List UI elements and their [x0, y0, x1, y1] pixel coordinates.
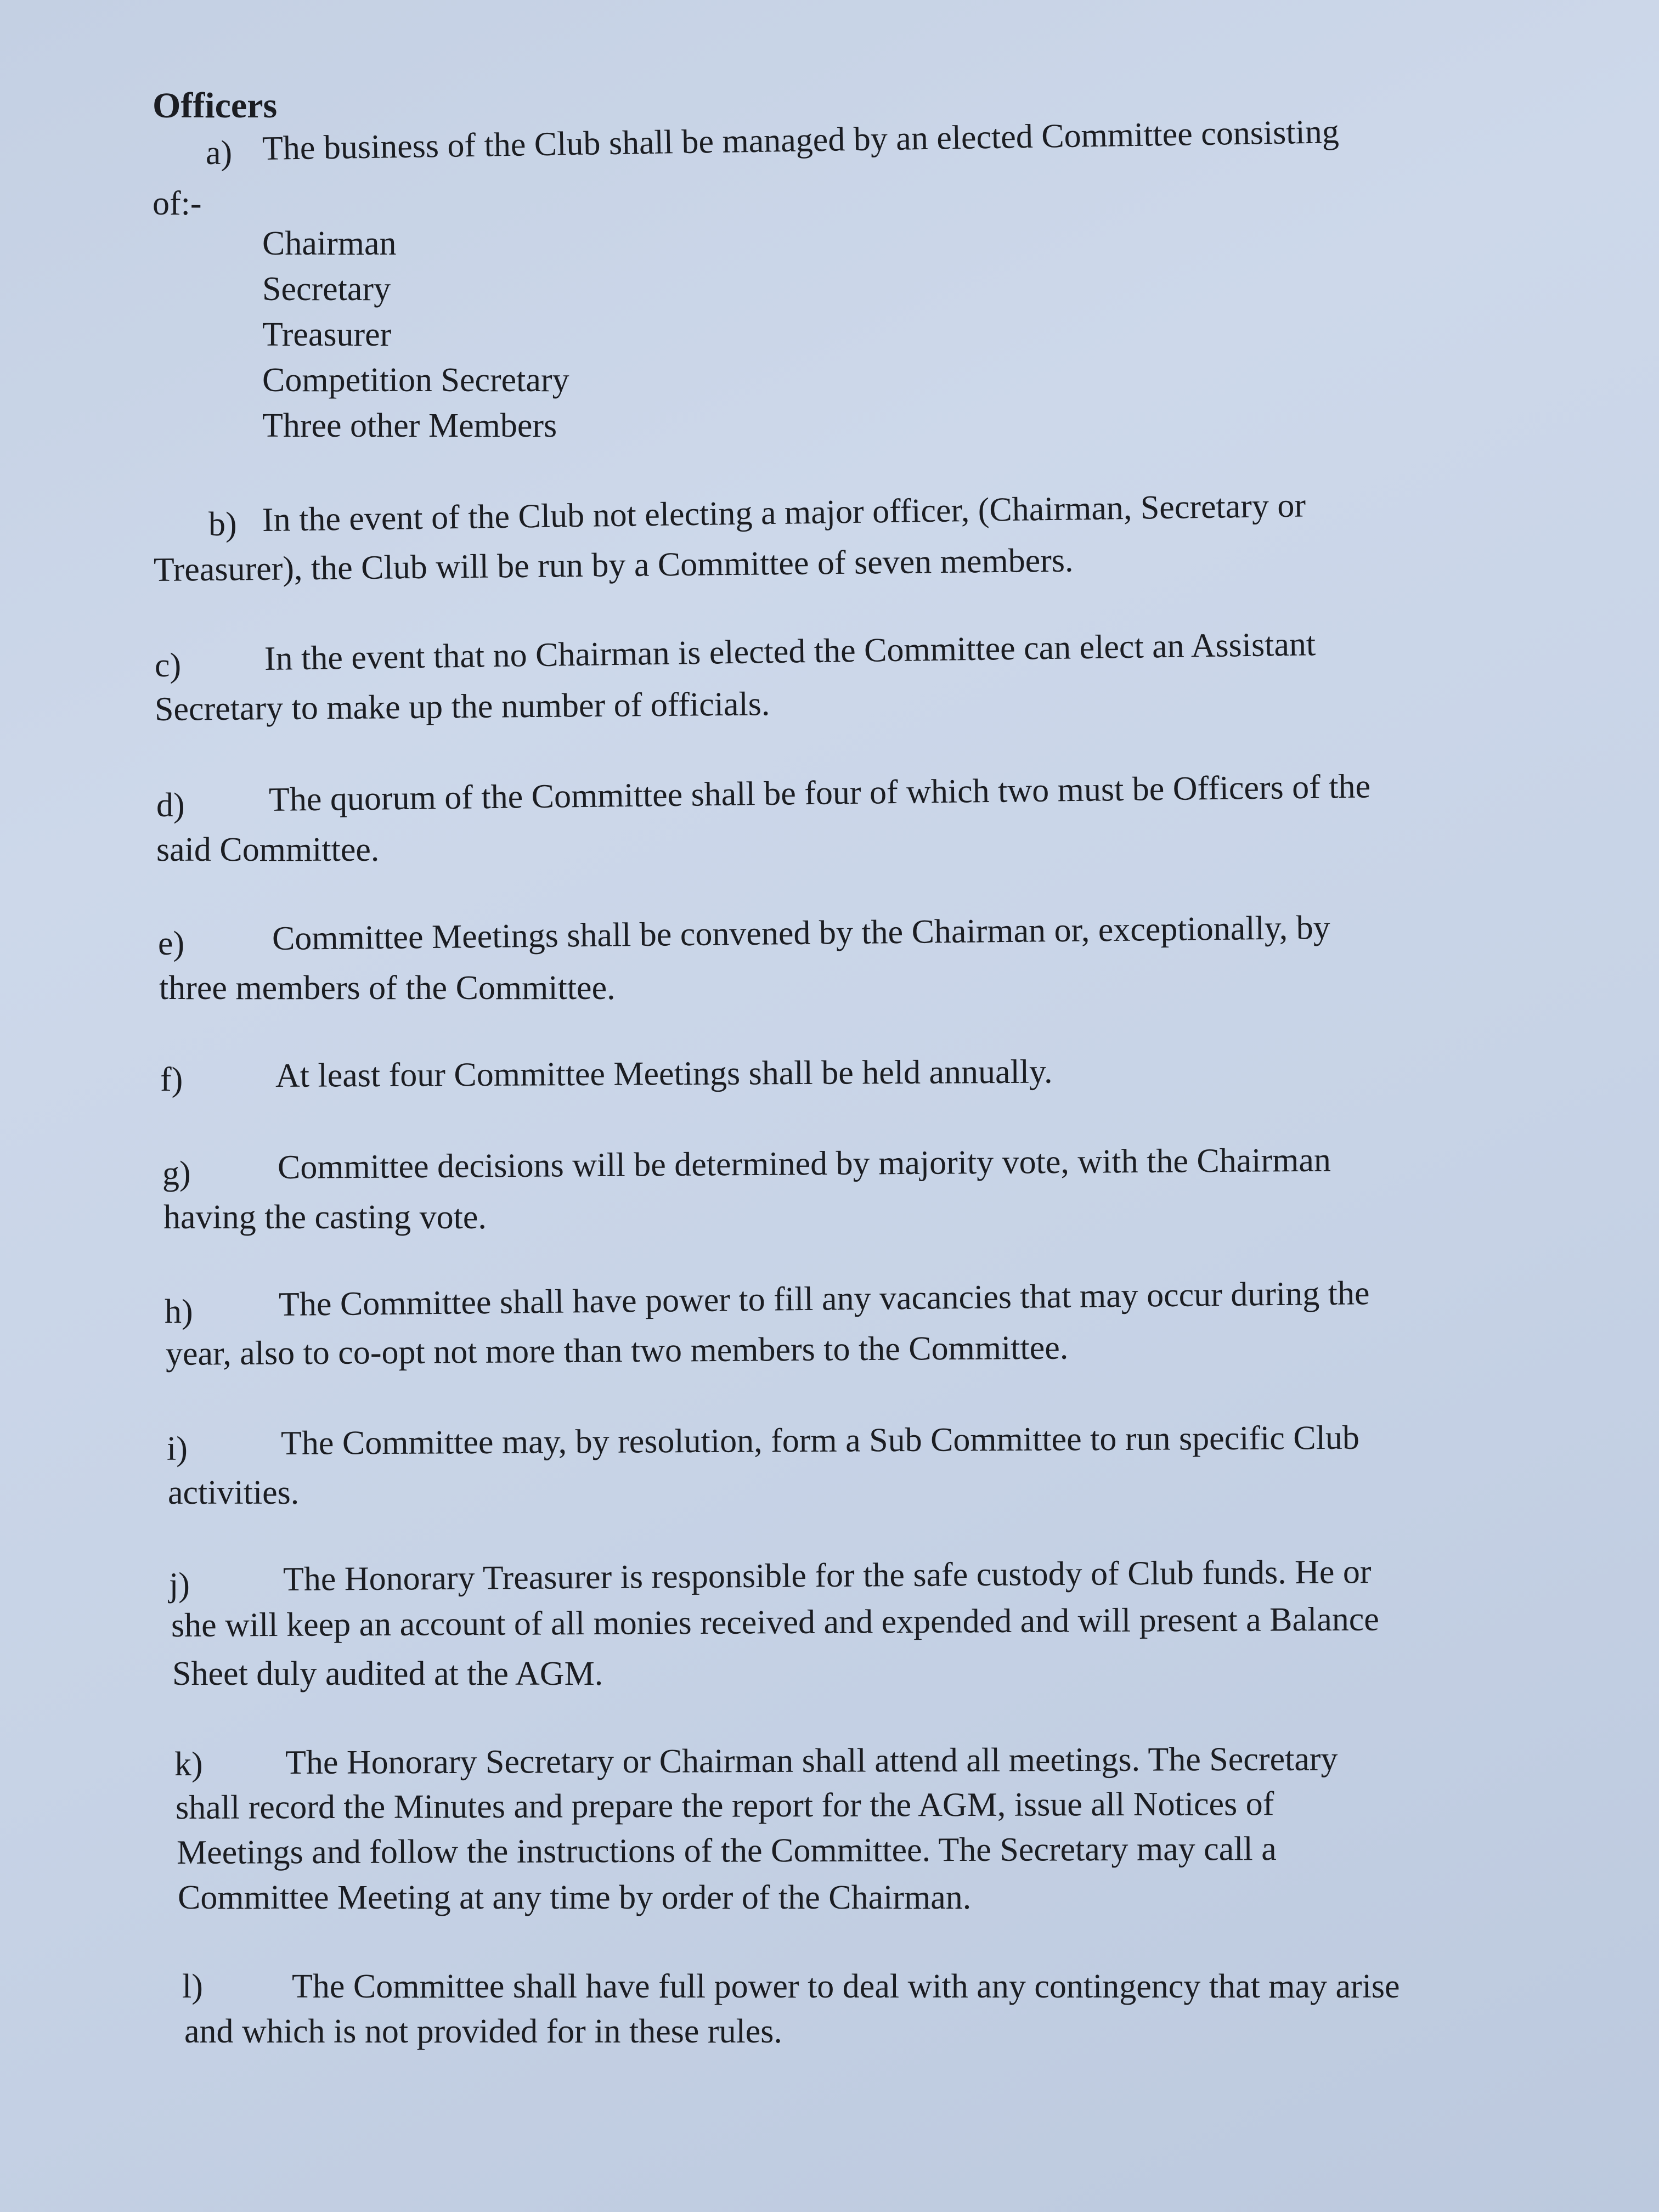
clause-text-line: The Honorary Treasurer is responsible for the safe custody of Club funds. He or [283, 1553, 1372, 1598]
clause-text-line: shall record the Minutes and prepare the report for the AGM, issue all Notices of [175, 1785, 1274, 1826]
clause-text-line: Meetings and follow the instructions of the Committee. The Secretary may call a [176, 1830, 1277, 1871]
clause-label: h) [165, 1293, 193, 1330]
clause-text-line: The Committee shall have full power to deal with any contingency that may arise [292, 1968, 1400, 2005]
clause-text-line: Treasurer), the Club will be run by a Committee of seven members. [153, 541, 1074, 589]
clause-label: f) [160, 1061, 183, 1098]
clause-label: c) [155, 647, 182, 684]
clause-text-line: of:- [153, 185, 202, 222]
clause-text-line: she will keep an account of all monies received and expended and will present a Balance [171, 1600, 1380, 1644]
clause-text-line: The Committee may, by resolution, form a Sub Committee to run specific Club [280, 1419, 1360, 1462]
clause-text-line: In the event of the Club not electing a major officer, (Chairman, Secretary or [262, 487, 1306, 539]
clause-label: g) [162, 1155, 191, 1192]
clause-text-line: Committee Meeting at any time by order of the Chairman. [178, 1879, 972, 1916]
officer-list-item: Chairman [262, 225, 397, 262]
clause-text-line: having the casting vote. [163, 1199, 487, 1236]
officer-list-item: Treasurer [262, 316, 392, 353]
clause-text-line: year, also to co-opt not more than two members to the Committee. [165, 1329, 1069, 1373]
clause-label: k) [174, 1746, 203, 1783]
officer-list-item: Secretary [262, 270, 391, 308]
clause-text-line: In the event that no Chairman is elected the Committee can elect an Assistant [264, 625, 1316, 678]
clause-text-line: Sheet duly audited at the AGM. [172, 1655, 603, 1692]
clause-text-line: The Honorary Secretary or Chairman shall attend all meetings. The Secretary [285, 1740, 1338, 1781]
clause-text-line: Secretary to make up the number of officials. [154, 685, 770, 728]
clause-label: i) [167, 1430, 188, 1468]
clause-text-line: activities. [168, 1474, 300, 1511]
clause-label: j) [169, 1566, 190, 1604]
officer-list-item: Three other Members [262, 407, 557, 444]
clause-text-line: said Committee. [156, 831, 380, 868]
clause-label: b) [208, 506, 237, 543]
clause-label: e) [158, 925, 185, 962]
clause-label: l) [182, 1968, 203, 2005]
clause-text-line: and which is not provided for in these rules. [184, 2013, 782, 2050]
clause-text-line: Committee decisions will be determined by majority vote, with the Chairman [277, 1141, 1331, 1186]
section-heading: Officers [153, 86, 278, 126]
clause-text-line: three members of the Committee. [159, 969, 616, 1007]
clause-text-line: Committee Meetings shall be convened by the Chairman or, exceptionally, by [272, 909, 1331, 957]
clause-label: a) [206, 134, 233, 172]
clause-text-line: The Committee shall have power to fill any vacancies that may occur during the [278, 1274, 1370, 1323]
clause-label: d) [156, 787, 185, 824]
clause-text-line: The business of the Club shall be managed by an elected Committee consisting [262, 113, 1340, 167]
clause-text-line: At least four Committee Meetings shall be held annually. [275, 1053, 1053, 1094]
officer-list-item: Competition Secretary [262, 362, 569, 399]
clause-text-line: The quorum of the Committee shall be four of which two must be Officers of the [268, 768, 1371, 819]
